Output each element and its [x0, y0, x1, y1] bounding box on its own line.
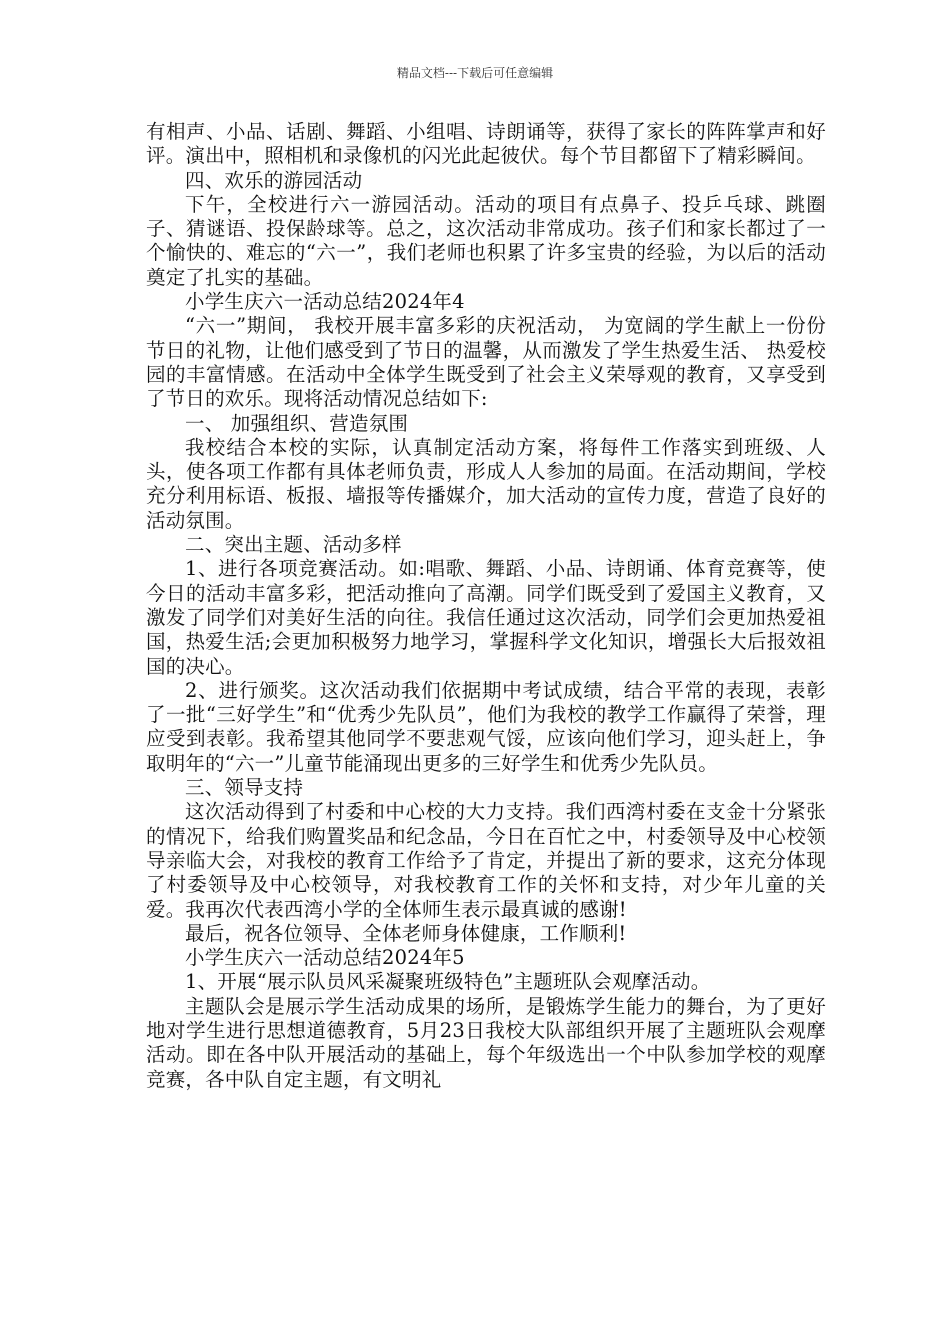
paragraph: 我校结合本校的实际，认真制定活动方案，将每件工作落实到班级、人头，使各项工作都有具体老师负责，形成人人参加的局面。在活动期间，学校充分利用标语、板报、墙报等传播媒介，加大活动的宣传力度，营造了良好的活动氛围。 — [146, 435, 826, 532]
paragraph: 2、进行颁奖。这次活动我们依据期中考试成绩，结合平常的表现，表彰了一批“三好学生”和“优秀少先队员”，他们为我校的教学工作赢得了荣誉，理应受到表彰。我希望其他同学不要悲观气馁，应该向他们学习，迎头赶上，争取明年的“六一”儿童节能涌现出更多的三好学生和优秀少先队员。 — [146, 678, 826, 775]
paragraph: 下午，全校进行六一游园活动。活动的项目有点鼻子、投乒乓球、跳圈子、猜谜语、投保龄球等。总之，这次活动非常成功。孩子们和家长都过了一个愉快的、难忘的“六一”，我们老师也积累了许多宝贵的经验，为以后的活动奠定了扎实的基础。 — [146, 192, 826, 289]
paragraph: 1、进行各项竞赛活动。如:唱歌、舞蹈、小品、诗朗诵、体育竞赛等，使今日的活动丰富多彩，把活动推向了高潮。同学们既受到了爱国主义教育，又激发了同学们对美好生活的向往。我信任通过这次活动，同学们会更加热爱祖国，热爱生活;会更加积极努力地学习，掌握科学文化知识，增强长大后报效祖国的决心。 — [146, 557, 826, 678]
section-heading: 四、欢乐的游园活动 — [185, 168, 363, 192]
section-heading: 二、突出主题、活动多样 — [185, 533, 402, 557]
section-heading: 三、领导支持 — [185, 776, 304, 800]
paragraph: “六一”期间， 我校开展丰富多彩的庆祝活动， 为宽阔的学生献上一份份节日的礼物，让他们感受到了节日的温馨，从而激发了学生热爱生活、 热爱校园的丰富情感。在活动中全体学生既受到了社会主义荣辱观的教育，又享受到了节日的欢乐。现将活动情况总结如下: — [146, 314, 826, 411]
section-heading: 一、 加强组织、营造氛围 — [185, 411, 409, 435]
paragraph: 有相声、小品、话剧、舞蹈、小组唱、诗朗诵等，获得了家长的阵阵掌声和好评。演出中，照相机和录像机的闪光此起彼伏。每个节目都留下了精彩瞬间。 — [146, 120, 826, 168]
article-title: 小学生庆六一活动总结2024年5 — [185, 946, 465, 970]
paragraph: 1、开展“展示队员风采凝聚班级特色”主题班队会观摩活动。 — [185, 970, 711, 994]
article-title: 小学生庆六一活动总结2024年4 — [185, 290, 465, 314]
paragraph: 这次活动得到了村委和中心校的大力支持。我们西湾村委在支金十分紧张的情况下，给我们购置奖品和纪念品，今日在百忙之中，村委领导及中心校领导亲临大会，对我校的教育工作给予了肯定，并提出了新的要求，这充分体现了村委领导及中心校领导，对我校教育工作的关怀和支持，对少年儿童的关爱。我再次代表西湾小学的全体师生表示最真诚的感谢! — [146, 800, 826, 921]
paragraph: 主题队会是展示学生活动成果的场所，是锻炼学生能力的舞台，为了更好地对学生进行思想道德教育，5月23日我校大队部组织开展了主题班队会观摩活动。即在各中队开展活动的基础上，每个年级选出一个中队参加学校的观摩竞赛，各中队自定主题，有文明礼 — [146, 994, 826, 1091]
page-header: 精品文档---下载后可任意编辑 — [396, 66, 554, 80]
paragraph: 最后，祝各位领导、全体老师身体健康，工作顺利! — [185, 921, 627, 945]
document-body — [146, 120, 826, 1092]
